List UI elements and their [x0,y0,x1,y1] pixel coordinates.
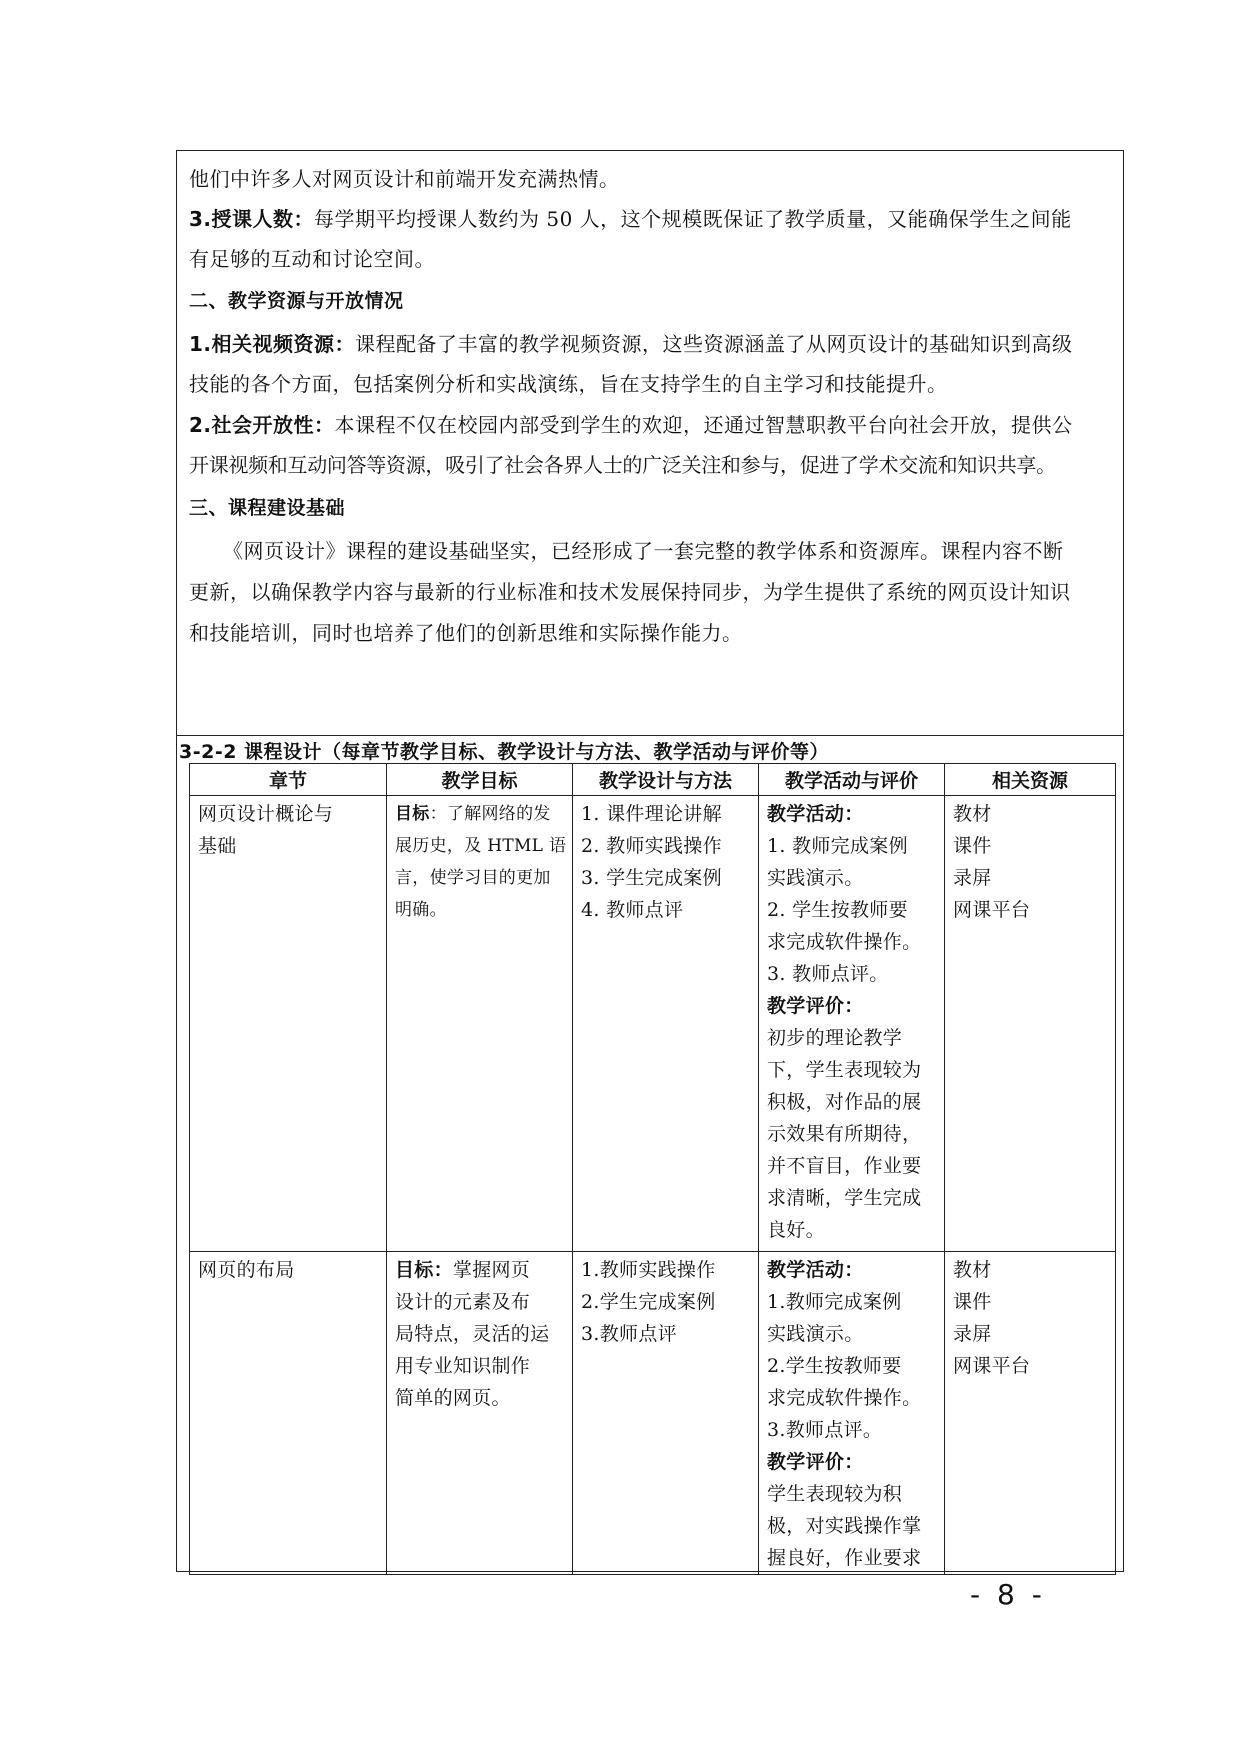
method-cell [573,1252,759,1575]
video-resources-line [189,328,1111,357]
method-line: 3.教师点评 [581,1323,677,1345]
method-line: 1. 课件理论讲解 [581,803,722,825]
goal-cell [387,796,573,1252]
evaluation-line: 握良好，作业要求 [767,1547,922,1569]
paragraph-line: 有足够的互动和讨论空间。 [189,247,435,271]
goal-line [395,798,566,830]
header-method: 教学设计与方法 [573,764,759,796]
evaluation-line: 示效果有所期待， [767,1123,922,1145]
evaluation-line: 并不盲目，作业要 [767,1155,922,1177]
resource-item: 课件 [953,835,992,857]
openness-label: 2.社会开放性： [189,413,335,437]
evaluation-line: 极，对实践操作掌 [767,1515,922,1537]
activity-line: 3.教师点评。 [767,1419,883,1441]
goal-line: 明确。 [395,900,447,920]
table-row [190,796,1116,1252]
teaching-count-line [189,203,1111,232]
activity-line: 2.学生按教师要 [767,1355,902,1377]
goal-label: 目标 [395,804,430,824]
method-line: 2. 教师实践操作 [581,835,722,857]
resource-item: 课件 [953,1291,992,1313]
paragraph-line: 技能的各个方面，包括案例分析和实战演练，旨在支持学生的自主学习和技能提升。 [189,372,948,396]
method-line: 2.学生完成案例 [581,1291,716,1313]
chapter-line: 网页设计概论与 [198,803,334,825]
course-description-section [177,151,1123,735]
course-design-title: 3-2-2 课程设计（每章节教学目标、教学设计与方法、教学活动与评价等） [179,741,830,763]
activity-line: 1. 教师完成案例 [767,835,908,857]
activity-label: 教学活动： [767,803,864,825]
paragraph-line: 更新，以确保教学内容与最新的行业标准和技术发展保持同步，为学生提供了系统的网页设计知识 [189,580,1071,604]
resource-item: 教材 [953,803,992,825]
goal-label: 目标： [395,1259,453,1281]
goal-line: 设计的元素及布 [395,1291,531,1313]
goal-cell [387,1252,573,1575]
header-activity: 教学活动与评价 [759,764,945,796]
method-line: 1.教师实践操作 [581,1259,716,1281]
evaluation-label: 教学评价： [767,1451,864,1473]
goal-line [395,1254,566,1286]
goal-text: 掌握网页 [452,1259,531,1281]
evaluation-line: 学生表现较为积 [767,1483,903,1505]
evaluation-line: 下，学生表现较为 [767,1059,922,1081]
resource-item: 网课平台 [953,1355,1031,1377]
evaluation-label: 教学评价： [767,995,864,1017]
goal-line: 简单的网页。 [395,1387,511,1409]
activity-line: 求完成软件操作。 [767,931,922,953]
goal-line: 展历史，及 HTML 语 [395,836,567,856]
section-heading: 三、课程建设基础 [189,497,346,519]
table-header-row [190,764,1116,796]
activity-cell [759,1252,945,1575]
activity-label: 教学活动： [767,1259,864,1281]
activity-line: 求完成软件操作。 [767,1387,922,1409]
evaluation-line: 求清晰，学生完成 [767,1187,922,1209]
section-heading: 二、教学资源与开放情况 [189,290,404,312]
activity-cell [759,796,945,1252]
openness-text: 本课程不仅在校园内部受到学生的欢迎，还通过智慧职教平台向社会开放，提供公 [334,413,1073,437]
method-line: 3. 学生完成案例 [581,867,722,889]
chapter-cell [190,1252,387,1575]
paragraph-line: 他们中许多人对网页设计和前端开发充满热情。 [189,167,620,191]
resource-item: 网课平台 [953,899,1031,921]
activity-line: 实践演示。 [767,867,864,889]
method-line: 4. 教师点评 [581,899,684,921]
header-chapter: 章节 [190,764,387,796]
teaching-count-text: 每学期平均授课人数约为 50 人，这个规模既保证了教学质量，又能确保学生之间能 [314,207,1072,231]
header-resources: 相关资源 [945,764,1116,796]
video-resources-label: 1.相关视频资源： [189,332,356,356]
video-resources-text: 课程配备了丰富的教学视频资源，这些资源涵盖了从网页设计的基础知识到高级 [355,332,1073,356]
resources-cell [945,796,1116,1252]
teaching-count-label: 3.授课人数： [189,207,315,231]
section-divider [177,735,1123,736]
header-goal: 教学目标 [387,764,573,796]
activity-line: 2. 学生按教师要 [767,899,908,921]
chapter-line: 网页的布局 [198,1259,295,1281]
resource-item: 录屏 [953,867,992,889]
chapter-cell [190,796,387,1252]
course-design-table [189,763,1116,1575]
method-cell [573,796,759,1252]
chapter-line: 基础 [198,835,237,857]
resources-cell [945,1252,1116,1575]
goal-line: 局特点，灵活的运 [395,1323,550,1345]
activity-line: 实践演示。 [767,1323,864,1345]
evaluation-line: 良好。 [767,1219,825,1241]
goal-line: 言，使学习目的更加 [395,868,551,888]
paragraph-line: 开课视频和互动问答等资源，吸引了社会各界人士的广泛关注和参与，促进了学术交流和知识共享。 [189,453,1056,477]
evaluation-line: 初步的理论教学 [767,1027,903,1049]
activity-line: 3. 教师点评。 [767,963,889,985]
resource-item: 教材 [953,1259,992,1281]
table-row [190,1252,1116,1575]
resource-item: 录屏 [953,1323,992,1345]
document-frame [176,150,1124,1572]
activity-line: 1.教师完成案例 [767,1291,902,1313]
page-number: - 8 - [970,1578,1046,1611]
goal-text: ：了解网络的发 [429,804,551,824]
paragraph-line: 和技能培训，同时也培养了他们的创新思维和实际操作能力。 [189,621,743,645]
goal-line: 用专业知识制作 [395,1355,531,1377]
paragraph-line: 《网页设计》课程的建设基础坚实，已经形成了一套完整的教学体系和资源库。课程内容不断 [223,539,1064,563]
evaluation-line: 积极，对作品的展 [767,1091,922,1113]
openness-line [189,409,1111,438]
